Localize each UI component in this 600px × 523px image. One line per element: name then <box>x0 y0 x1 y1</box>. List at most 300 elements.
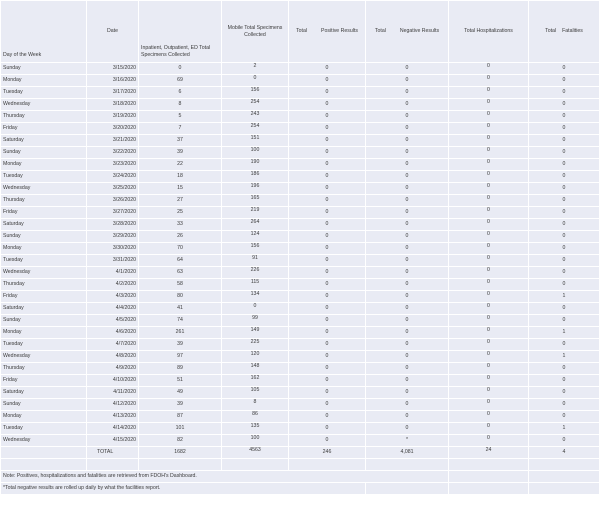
cell-date: 3/18/2020 <box>87 99 139 111</box>
cell-inpatient: 80 <box>139 291 222 303</box>
cell-day: Saturday <box>1 387 87 399</box>
cell-date: 4/10/2020 <box>87 375 139 387</box>
cell-mobile: 135 <box>250 423 260 429</box>
cell-negative: 0 <box>366 411 449 423</box>
cell-day: Monday <box>1 411 87 423</box>
cell-fatalities: 0 <box>529 63 600 75</box>
cell-mobile: 149 <box>250 327 260 333</box>
table-row <box>1 291 600 303</box>
cell-positive: 0 <box>289 243 366 255</box>
cell-negative: 0 <box>366 291 449 303</box>
cell-fatalities: 0 <box>529 135 600 147</box>
cell-negative: 0 <box>366 399 449 411</box>
note-row-2 <box>1 483 600 495</box>
cell-mobile: 86 <box>252 411 258 417</box>
cell-negative: 0 <box>366 147 449 159</box>
cell-day: Friday <box>1 291 87 303</box>
cell-negative: 0 <box>366 63 449 75</box>
table-row <box>1 99 600 111</box>
cell-day: Sunday <box>1 399 87 411</box>
table-row <box>1 375 600 387</box>
cell-negative: 0 <box>366 171 449 183</box>
cell-positive: 0 <box>289 303 366 315</box>
cell-mobile: 162 <box>250 375 260 381</box>
cell-hospitalizations: 0 <box>487 63 490 69</box>
cell-mobile: 156 <box>250 87 260 93</box>
cell-fatalities: 0 <box>529 243 600 255</box>
table-row <box>1 327 600 339</box>
cell-positive: 0 <box>289 207 366 219</box>
cell-inpatient: 101 <box>139 423 222 435</box>
cell-fatalities: 0 <box>529 399 600 411</box>
cell-date: 3/20/2020 <box>87 123 139 135</box>
cell-hospitalizations: 0 <box>487 171 490 177</box>
table-row <box>1 219 600 231</box>
cell-date: 3/26/2020 <box>87 195 139 207</box>
cell-inpatient: 18 <box>139 171 222 183</box>
cell-day: Tuesday <box>1 171 87 183</box>
cell-hospitalizations: 0 <box>487 363 490 369</box>
cell-negative: 0 <box>366 135 449 147</box>
cell-date: 4/15/2020 <box>87 435 139 447</box>
cell-date: 3/27/2020 <box>87 207 139 219</box>
cell-date: 3/24/2020 <box>87 171 139 183</box>
cell-day: Friday <box>1 207 87 219</box>
table-row <box>1 399 600 411</box>
cell-day: Friday <box>1 375 87 387</box>
cell-fatalities: 0 <box>529 279 600 291</box>
table-row <box>1 75 600 87</box>
cell-negative: 0 <box>366 159 449 171</box>
cell-hospitalizations: 0 <box>487 327 490 333</box>
totals-hospitalizations: 24 <box>485 447 492 453</box>
cell-hospitalizations: 0 <box>487 411 490 417</box>
cell-positive: 0 <box>289 171 366 183</box>
cell-inpatient: 15 <box>139 183 222 195</box>
cell-date: 3/31/2020 <box>87 255 139 267</box>
cell-date: 4/11/2020 <box>87 387 139 399</box>
header-total-positive-b: Positive Results <box>321 28 358 34</box>
table-row <box>1 339 600 351</box>
cell-fatalities: 0 <box>529 147 600 159</box>
cell-positive: 0 <box>289 159 366 171</box>
cell-day: Sunday <box>1 147 87 159</box>
cell-hospitalizations: 0 <box>487 243 490 249</box>
cell-day: Wednesday <box>1 267 87 279</box>
cell-positive: 0 <box>289 111 366 123</box>
cell-mobile: 120 <box>250 351 260 357</box>
cell-positive: 0 <box>289 339 366 351</box>
cell-day: Tuesday <box>1 255 87 267</box>
cell-negative: 0 <box>366 267 449 279</box>
cell-negative: 0 <box>366 351 449 363</box>
cell-hospitalizations: 0 <box>487 159 490 165</box>
cell-mobile: 0 <box>253 75 257 81</box>
cell-positive: 0 <box>289 375 366 387</box>
totals-inpatient: 1682 <box>139 447 222 459</box>
cell-positive: 0 <box>289 231 366 243</box>
cell-fatalities: 0 <box>529 363 600 375</box>
cell-hospitalizations: 0 <box>487 339 490 345</box>
cell-positive: 0 <box>289 87 366 99</box>
cell-hospitalizations: 0 <box>487 87 490 93</box>
cell-fatalities: 0 <box>529 375 600 387</box>
note-dashboard-source: Note: Positives, hospitalizations and fatalities are retrieved from FDOH's Dashboard. <box>1 471 449 483</box>
cell-day: Wednesday <box>1 183 87 195</box>
table-row <box>1 411 600 423</box>
cell-positive: 0 <box>289 351 366 363</box>
cell-day: Wednesday <box>1 351 87 363</box>
cell-fatalities: 1 <box>529 291 600 303</box>
cell-mobile: 148 <box>250 363 260 369</box>
cell-positive: 0 <box>289 195 366 207</box>
cell-day: Wednesday <box>1 435 87 447</box>
table-body <box>1 63 600 447</box>
cell-inpatient: 261 <box>139 327 222 339</box>
header-row <box>1 1 600 63</box>
cell-negative: 0 <box>366 243 449 255</box>
cell-mobile: 2 <box>253 63 257 69</box>
cell-fatalities: 0 <box>529 75 600 87</box>
cell-inpatient: 25 <box>139 207 222 219</box>
cell-hospitalizations: 0 <box>487 255 490 261</box>
cell-fatalities: 0 <box>529 339 600 351</box>
cell-negative: 0 <box>366 375 449 387</box>
cell-mobile: 99 <box>252 315 258 321</box>
cell-day: Friday <box>1 123 87 135</box>
cell-fatalities: 0 <box>529 387 600 399</box>
cell-positive: 0 <box>289 363 366 375</box>
cell-hospitalizations: 0 <box>487 99 490 105</box>
totals-fatalities: 4 <box>529 447 600 459</box>
cell-inpatient: 5 <box>139 111 222 123</box>
cell-positive: 0 <box>289 147 366 159</box>
cell-hospitalizations: 0 <box>487 375 490 381</box>
table-row <box>1 147 600 159</box>
cell-mobile: 124 <box>250 231 260 237</box>
cell-hospitalizations: 0 <box>487 231 490 237</box>
cell-negative: * <box>366 435 449 447</box>
cell-day: Sunday <box>1 63 87 75</box>
header-total-fatalities <box>529 1 600 63</box>
table-row <box>1 303 600 315</box>
cell-day: Saturday <box>1 219 87 231</box>
cell-fatalities: 0 <box>529 171 600 183</box>
cell-date: 4/2/2020 <box>87 279 139 291</box>
cell-date: 3/17/2020 <box>87 87 139 99</box>
cell-fatalities: 0 <box>529 183 600 195</box>
cell-mobile: 226 <box>250 267 260 273</box>
cell-hospitalizations: 0 <box>487 387 490 393</box>
cell-hospitalizations: 0 <box>487 291 490 297</box>
cell-inpatient: 63 <box>139 267 222 279</box>
cell-day: Tuesday <box>1 87 87 99</box>
cell-hospitalizations: 0 <box>487 267 490 273</box>
cell-positive: 0 <box>289 291 366 303</box>
table-row <box>1 423 600 435</box>
header-total-negative-a: Total <box>374 28 386 34</box>
cell-date: 3/30/2020 <box>87 243 139 255</box>
cell-positive: 0 <box>289 327 366 339</box>
cell-positive: 0 <box>289 267 366 279</box>
cell-inpatient: 6 <box>139 87 222 99</box>
cell-date: 4/3/2020 <box>87 291 139 303</box>
cell-inpatient: 64 <box>139 255 222 267</box>
table-row <box>1 267 600 279</box>
cell-fatalities: 1 <box>529 423 600 435</box>
cell-hospitalizations: 0 <box>487 183 490 189</box>
cell-mobile: 115 <box>250 279 260 285</box>
cell-day: Sunday <box>1 231 87 243</box>
table-row <box>1 171 600 183</box>
cell-mobile: 243 <box>250 111 260 117</box>
cell-negative: 0 <box>366 255 449 267</box>
table-row <box>1 159 600 171</box>
cell-inpatient: 22 <box>139 159 222 171</box>
cell-negative: 0 <box>366 99 449 111</box>
header-day-of-week: Day of the Week <box>1 1 87 63</box>
cell-date: 4/13/2020 <box>87 411 139 423</box>
header-total-fatalities-b: Fatalities <box>562 28 583 34</box>
table-row <box>1 231 600 243</box>
cell-inpatient: 37 <box>139 135 222 147</box>
cell-mobile: 151 <box>250 135 260 141</box>
cell-negative: 0 <box>366 87 449 99</box>
cell-inpatient: 7 <box>139 123 222 135</box>
cell-mobile: 254 <box>250 99 260 105</box>
cell-fatalities: 0 <box>529 219 600 231</box>
table-row <box>1 123 600 135</box>
cell-inpatient: 49 <box>139 387 222 399</box>
cell-fatalities: 0 <box>529 303 600 315</box>
cell-hospitalizations: 0 <box>487 75 490 81</box>
cell-positive: 0 <box>289 99 366 111</box>
cell-day: Thursday <box>1 363 87 375</box>
cell-negative: 0 <box>366 303 449 315</box>
cell-inpatient: 82 <box>139 435 222 447</box>
cell-positive: 0 <box>289 183 366 195</box>
cell-date: 4/8/2020 <box>87 351 139 363</box>
cell-mobile: 8 <box>253 399 257 405</box>
cell-day: Tuesday <box>1 339 87 351</box>
table-row <box>1 315 600 327</box>
cell-date: 3/15/2020 <box>87 63 139 75</box>
cell-negative: 0 <box>366 111 449 123</box>
cell-hospitalizations: 0 <box>487 399 490 405</box>
header-total-positive <box>289 1 366 63</box>
cell-day: Monday <box>1 327 87 339</box>
note-row-1 <box>1 471 600 483</box>
cell-hospitalizations: 0 <box>487 135 490 141</box>
cell-mobile: 105 <box>250 387 260 393</box>
table-row <box>1 363 600 375</box>
cell-positive: 0 <box>289 123 366 135</box>
cell-inpatient: 33 <box>139 219 222 231</box>
cell-inpatient: 26 <box>139 231 222 243</box>
cell-negative: 0 <box>366 327 449 339</box>
cell-hospitalizations: 0 <box>487 351 490 357</box>
cell-date: 4/9/2020 <box>87 363 139 375</box>
cell-fatalities: 0 <box>529 99 600 111</box>
cell-date: 3/16/2020 <box>87 75 139 87</box>
table-row <box>1 243 600 255</box>
header-mobile-specimens: Mobile Total Specimens Collected <box>222 1 289 63</box>
cell-date: 3/22/2020 <box>87 147 139 159</box>
cell-inpatient: 8 <box>139 99 222 111</box>
cell-date: 3/21/2020 <box>87 135 139 147</box>
cell-positive: 0 <box>289 387 366 399</box>
cell-mobile: 190 <box>250 159 260 165</box>
header-total-positive-a: Total <box>296 28 308 34</box>
cell-negative: 0 <box>366 183 449 195</box>
cell-day: Saturday <box>1 135 87 147</box>
note-negative-results: *Total negative results are rolled up daily by what the facilities report. <box>1 483 366 495</box>
totals-mobile: 4563 <box>249 447 261 453</box>
cell-inpatient: 89 <box>139 363 222 375</box>
cell-day: Monday <box>1 243 87 255</box>
cell-fatalities: 0 <box>529 435 600 447</box>
table-footer <box>1 447 600 495</box>
cell-day: Thursday <box>1 111 87 123</box>
cell-day: Thursday <box>1 195 87 207</box>
cell-date: 4/4/2020 <box>87 303 139 315</box>
cell-date: 3/25/2020 <box>87 183 139 195</box>
cell-date: 4/1/2020 <box>87 267 139 279</box>
cell-inpatient: 74 <box>139 315 222 327</box>
cell-negative: 0 <box>366 207 449 219</box>
cell-inpatient: 87 <box>139 411 222 423</box>
cell-positive: 0 <box>289 255 366 267</box>
header-total-negative-b: Negative Results <box>399 28 440 34</box>
cell-mobile: 219 <box>250 207 260 213</box>
cell-mobile: 254 <box>250 123 260 129</box>
cell-inpatient: 97 <box>139 351 222 363</box>
cell-hospitalizations: 0 <box>487 303 490 309</box>
cell-fatalities: 1 <box>529 351 600 363</box>
cell-positive: 0 <box>289 63 366 75</box>
table-row <box>1 207 600 219</box>
table-row <box>1 183 600 195</box>
cell-fatalities: 0 <box>529 111 600 123</box>
cell-date: 4/14/2020 <box>87 423 139 435</box>
cell-negative: 0 <box>366 363 449 375</box>
cell-negative: 0 <box>366 423 449 435</box>
cell-mobile: 165 <box>250 195 260 201</box>
cell-negative: 0 <box>366 279 449 291</box>
cell-inpatient: 0 <box>139 63 222 75</box>
cell-inpatient: 70 <box>139 243 222 255</box>
blank-row <box>1 459 600 471</box>
cell-hospitalizations: 0 <box>487 315 490 321</box>
totals-negative: 4,081 <box>366 447 449 459</box>
table-row <box>1 195 600 207</box>
cell-inpatient: 39 <box>139 147 222 159</box>
cell-day: Monday <box>1 75 87 87</box>
cell-fatalities: 0 <box>529 207 600 219</box>
cell-mobile: 100 <box>250 147 260 153</box>
cell-negative: 0 <box>366 195 449 207</box>
cell-negative: 0 <box>366 123 449 135</box>
cell-mobile: 134 <box>250 291 260 297</box>
cell-mobile: 186 <box>250 171 260 177</box>
cell-day: Monday <box>1 159 87 171</box>
cell-hospitalizations: 0 <box>487 147 490 153</box>
cell-date: 3/19/2020 <box>87 111 139 123</box>
cell-mobile: 91 <box>252 255 258 261</box>
cell-inpatient: 39 <box>139 399 222 411</box>
cell-date: 3/29/2020 <box>87 231 139 243</box>
cell-inpatient: 51 <box>139 375 222 387</box>
cell-positive: 0 <box>289 279 366 291</box>
table-row <box>1 135 600 147</box>
cell-mobile: 196 <box>250 183 260 189</box>
cell-mobile: 264 <box>250 219 260 225</box>
cell-positive: 0 <box>289 315 366 327</box>
cell-mobile: 225 <box>250 339 260 345</box>
cell-date: 4/12/2020 <box>87 399 139 411</box>
cell-mobile: 156 <box>250 243 260 249</box>
totals-row <box>1 447 600 459</box>
totals-positive: 246 <box>289 447 366 459</box>
header-total-hospitalizations: Total Hospitalizations <box>449 1 529 63</box>
cell-fatalities: 0 <box>529 87 600 99</box>
cell-negative: 0 <box>366 315 449 327</box>
cell-positive: 0 <box>289 411 366 423</box>
cell-positive: 0 <box>289 135 366 147</box>
cell-fatalities: 0 <box>529 267 600 279</box>
cell-negative: 0 <box>366 231 449 243</box>
cell-mobile: 100 <box>250 435 260 441</box>
cell-fatalities: 0 <box>529 123 600 135</box>
cell-hospitalizations: 0 <box>487 219 490 225</box>
cell-inpatient: 41 <box>139 303 222 315</box>
table-row <box>1 279 600 291</box>
cell-positive: 0 <box>289 435 366 447</box>
header-total-negative <box>366 1 449 63</box>
cell-fatalities: 0 <box>529 411 600 423</box>
cell-mobile: 0 <box>253 303 257 309</box>
table-row <box>1 435 600 447</box>
cell-negative: 0 <box>366 387 449 399</box>
cell-day: Saturday <box>1 303 87 315</box>
table-row <box>1 351 600 363</box>
cell-fatalities: 0 <box>529 231 600 243</box>
cell-hospitalizations: 0 <box>487 123 490 129</box>
table-row <box>1 87 600 99</box>
cell-positive: 0 <box>289 399 366 411</box>
totals-label: TOTAL <box>87 447 139 459</box>
cell-hospitalizations: 0 <box>487 111 490 117</box>
cell-negative: 0 <box>366 75 449 87</box>
cell-inpatient: 27 <box>139 195 222 207</box>
header-total-fatalities-a: Total <box>545 28 557 34</box>
cell-date: 4/5/2020 <box>87 315 139 327</box>
cell-negative: 0 <box>366 339 449 351</box>
cell-fatalities: 0 <box>529 159 600 171</box>
cell-day: Wednesday <box>1 99 87 111</box>
header-date: Date <box>87 1 139 63</box>
cell-fatalities: 0 <box>529 315 600 327</box>
cell-inpatient: 69 <box>139 75 222 87</box>
cell-day: Tuesday <box>1 423 87 435</box>
cell-inpatient: 58 <box>139 279 222 291</box>
cell-positive: 0 <box>289 219 366 231</box>
table-row <box>1 111 600 123</box>
header-inpatient-specimens: Inpatient, Outpatient, ED Total Specimens Collected <box>139 1 222 63</box>
table-row <box>1 255 600 267</box>
cell-hospitalizations: 0 <box>487 207 490 213</box>
cell-hospitalizations: 0 <box>487 279 490 285</box>
